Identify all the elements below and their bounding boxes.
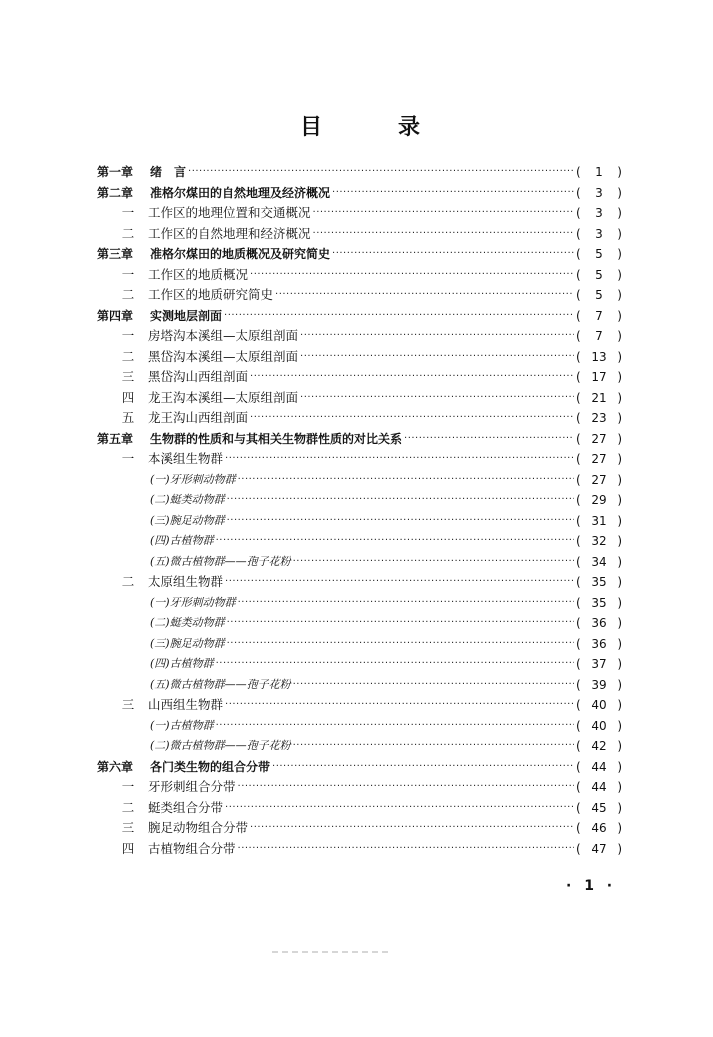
toc-entry-number: 一 [121, 266, 135, 282]
toc-entry-title: 准格尔煤田的自然地理及经济概况 [150, 185, 331, 200]
toc-entry-page-number: 5 [595, 247, 603, 261]
dot-leader [332, 244, 574, 264]
toc-entry-title: (四)古植物群 [150, 657, 214, 670]
toc-entry-page: ( 5 ) [576, 285, 622, 305]
toc-entry [150, 716, 622, 736]
toc-entry-page: ( 23 ) [576, 408, 622, 428]
toc-entry-page-number: 13 [591, 349, 607, 364]
toc-entry-page: ( 35 ) [576, 572, 622, 592]
toc-entry-page-number: 44 [591, 759, 607, 774]
dot-leader [238, 839, 574, 859]
toc-entry-number: 第三章 [96, 247, 133, 261]
dot-leader [225, 798, 574, 818]
toc-entry [118, 326, 622, 346]
toc-entry-number: 三 [121, 697, 135, 712]
toc-entry-title: 龙王沟本溪组—太原组剖面 [148, 389, 299, 405]
toc-entry-title: (三)腕足动物群 [150, 636, 225, 650]
toc-entry [118, 798, 622, 818]
toc-entry-page: ( 3 ) [576, 203, 622, 223]
toc-entry-page-number: 7 [595, 308, 603, 323]
toc-entry-page: ( 7 ) [576, 326, 622, 346]
toc-entry-page-number: 3 [595, 206, 603, 220]
toc-entry-title: 牙形刺组合分带 [148, 779, 236, 794]
toc-entry-page: ( 29 ) [576, 490, 622, 510]
dot-leader [300, 347, 574, 367]
toc-entry-page: ( 13 ) [576, 347, 622, 367]
toc-entry [118, 224, 622, 244]
toc-entry-page-number: 3 [595, 226, 603, 241]
toc-entry-title: 古植物组合分带 [148, 840, 236, 856]
toc-entry [90, 306, 622, 326]
toc-entry-page-number: 36 [591, 616, 607, 630]
toc-entry-title: 工作区的地理位置和交通概况 [148, 205, 311, 220]
toc-entry-page: ( 7 ) [576, 306, 622, 326]
toc-entry-page: ( 3 ) [576, 183, 622, 203]
dot-leader [250, 818, 574, 838]
toc-entry-page-number: 5 [595, 288, 603, 302]
toc-entry-title: (二)蜓类动物群 [150, 616, 225, 629]
toc-entry-page-number: 47 [591, 841, 607, 856]
dot-leader [404, 429, 574, 449]
dot-leader [238, 470, 574, 490]
toc-entry [150, 654, 622, 674]
toc-entry-title: 龙王沟山西组剖面 [148, 410, 249, 425]
toc-entry-number: 三 [121, 369, 135, 384]
toc-entry-page-number: 35 [591, 595, 607, 610]
toc-entry-page: ( 27 ) [576, 449, 622, 469]
toc-entry [90, 183, 622, 203]
dot-leader [227, 511, 574, 531]
toc-entry-page: ( 21 ) [576, 388, 622, 408]
toc-entry-page: ( 27 ) [576, 470, 622, 490]
toc-entry [150, 593, 622, 613]
dot-leader [227, 613, 574, 633]
toc-entry-title: (三)腕足动物群 [150, 513, 225, 527]
toc-entry-number: 四 [121, 840, 135, 856]
dot-leader [227, 634, 574, 654]
toc-entry-number: 一 [121, 779, 135, 794]
toc-entry-page-number: 23 [591, 411, 607, 425]
toc-entry-page-number: 31 [591, 513, 607, 528]
toc-entry-title: 生物群的性质和与其相关生物群性质的对比关系 [150, 431, 403, 446]
toc-entry [118, 572, 622, 592]
toc-entry-number: 第四章 [96, 308, 133, 323]
dot-leader [332, 183, 574, 203]
page-title [300, 110, 420, 141]
toc-entry [150, 511, 622, 531]
toc-entry-page-number: 40 [591, 698, 607, 712]
toc-entry-page: ( 17 ) [576, 367, 622, 387]
toc-entry-page-number: 17 [591, 370, 607, 384]
toc-entry [118, 449, 622, 469]
toc-entry-title: (一)牙形刺动物群 [150, 595, 236, 609]
toc-entry-title: 准格尔煤田的地质概况及研究简史 [150, 247, 331, 261]
dot-leader [250, 265, 574, 285]
toc-entry-number: 一 [121, 205, 135, 220]
toc-entry [150, 490, 622, 510]
toc-entry-page-number: 32 [591, 534, 607, 548]
toc-entry [118, 839, 622, 859]
toc-entry-title: (五)微古植物群——孢子花粉 [150, 677, 291, 691]
dot-leader [216, 531, 574, 551]
toc-entry-title: (五)微古植物群——孢子花粉 [150, 554, 291, 568]
toc-entry-page: ( 34 ) [576, 552, 622, 572]
toc-entry-title: 各门类生物的组合分带 [150, 759, 271, 774]
toc-entry-page-number: 45 [591, 800, 607, 815]
toc-entry-number: 第二章 [96, 185, 133, 200]
toc-entry-page: ( 45 ) [576, 798, 622, 818]
toc-entry-page: ( 40 ) [576, 695, 622, 715]
toc-entry-title: 本溪组生物群 [148, 451, 224, 466]
toc-entry-page: ( 1 ) [576, 162, 622, 182]
toc-entry-title: (一)牙形刺动物群 [150, 472, 236, 486]
toc-entry-page: ( 27 ) [576, 429, 622, 449]
toc-entry-title: 绪 言 [150, 165, 187, 179]
toc-entry-number: 三 [121, 820, 135, 835]
toc-entry [150, 470, 622, 490]
toc-entry-number: 第五章 [96, 431, 133, 446]
toc-entry-page: ( 3 ) [576, 224, 622, 244]
toc-entry-page-number: 35 [591, 575, 607, 589]
toc-entry-number: 四 [121, 389, 135, 405]
toc-entry-number: 一 [121, 451, 135, 466]
dot-leader [188, 162, 574, 182]
dot-leader [300, 326, 574, 346]
dot-leader [250, 367, 574, 387]
toc-entry-page-number: 27 [591, 431, 607, 446]
toc-entry-page: ( 36 ) [576, 634, 622, 654]
toc-entry-page-number: 3 [595, 185, 603, 200]
toc-entry-page: ( 37 ) [576, 654, 622, 674]
toc-entry-page: ( 46 ) [576, 818, 622, 838]
toc-entry [90, 429, 622, 449]
toc-entry-page-number: 21 [591, 390, 607, 405]
title-char-1: 目 [300, 115, 323, 140]
toc-entry-number: 第一章 [96, 165, 133, 179]
toc-entry [90, 244, 622, 264]
dot-leader [238, 593, 574, 613]
dot-leader [216, 654, 574, 674]
dot-leader [293, 675, 574, 695]
toc-entry-title: 实测地层剖面 [150, 308, 223, 323]
toc-entry-page-number: 42 [591, 739, 607, 753]
toc-entry [150, 634, 622, 654]
toc-entry-number: 二 [121, 348, 135, 364]
dot-leader [238, 777, 574, 797]
toc-entry-page: ( 44 ) [576, 777, 622, 797]
toc-entry-number: 二 [121, 799, 135, 815]
toc-entry-page: ( 42 ) [576, 736, 622, 756]
toc-entry-number: 二 [121, 574, 135, 589]
toc-entry-page-number: 34 [591, 554, 607, 569]
dot-leader [216, 716, 574, 736]
toc-entry-title: (一)古植物群 [150, 718, 214, 732]
toc-entry [90, 757, 622, 777]
toc-entry-page-number: 37 [591, 657, 607, 671]
toc-entry-title: (二)蜓类动物群 [150, 493, 225, 506]
dot-leader [300, 388, 574, 408]
dot-leader [250, 408, 574, 428]
toc-entry-page-number: 27 [591, 452, 607, 466]
toc-entry-page-number: 27 [591, 472, 607, 487]
toc-entry-page: ( 44 ) [576, 757, 622, 777]
toc-entry-number: 一 [121, 328, 135, 343]
toc-entry-title: 工作区的地质概况 [148, 266, 249, 282]
toc-entry-title: 工作区的自然地理和经济概况 [148, 225, 311, 241]
toc-entry [118, 265, 622, 285]
toc-entry-title: (二)微古植物群——孢子花粉 [150, 739, 291, 752]
toc-entry-title: 蜓类组合分带 [148, 799, 224, 815]
dot-leader [313, 203, 574, 223]
toc-entry-title: 房塔沟本溪组—太原组剖面 [148, 328, 299, 343]
toc-entry-title: 山西组生物群 [148, 697, 224, 712]
toc-entry-page: ( 39 ) [576, 675, 622, 695]
toc-entry [150, 675, 622, 695]
toc-entry [150, 736, 622, 756]
toc-entry-page: ( 32 ) [576, 531, 622, 551]
toc-entry [118, 818, 622, 838]
toc-entry-page: ( 47 ) [576, 839, 622, 859]
toc-entry-title: (四)古植物群 [150, 534, 214, 547]
toc-entry [150, 531, 622, 551]
dot-leader [313, 224, 574, 244]
toc-entry [90, 162, 622, 182]
toc-entry-page: ( 5 ) [576, 244, 622, 264]
toc-entry-number: 二 [121, 287, 135, 302]
toc-entry-page: ( 40 ) [576, 716, 622, 736]
dot-leader [275, 285, 574, 305]
dot-leader [293, 736, 574, 756]
toc-entry [118, 408, 622, 428]
dot-leader [225, 572, 574, 592]
toc-entry-title: 太原组生物群 [148, 574, 224, 589]
toc-entry-page: ( 5 ) [576, 265, 622, 285]
footer-page-number: · 1 · [566, 878, 617, 894]
toc-entry [118, 347, 622, 367]
toc-entry-page-number: 39 [591, 677, 607, 692]
toc-entry [150, 552, 622, 572]
toc-entry [118, 777, 622, 797]
dot-leader [272, 757, 574, 777]
dot-leader [224, 306, 574, 326]
title-char-2: 录 [397, 115, 420, 140]
toc-entry-page: ( 36 ) [576, 613, 622, 633]
dot-leader [293, 552, 574, 572]
toc-entry-page-number: 1 [595, 165, 603, 179]
toc-entry [118, 367, 622, 387]
toc-entry-title: 工作区的地质研究简史 [148, 287, 274, 302]
toc-entry-number: 二 [121, 225, 135, 241]
toc-entry-page: ( 35 ) [576, 593, 622, 613]
toc-entry-page-number: 5 [595, 267, 603, 282]
toc-entry-page-number: 46 [591, 821, 607, 835]
dot-leader [225, 695, 574, 715]
toc-entry-title: 黑岱沟山西组剖面 [148, 369, 249, 384]
toc-entry-page-number: 44 [591, 780, 607, 794]
toc-entry [150, 613, 622, 633]
toc-entry-page-number: 7 [595, 329, 603, 343]
toc-entry-number: 第六章 [96, 759, 133, 774]
toc-entry-number: 五 [121, 410, 135, 425]
toc-entry [118, 695, 622, 715]
dot-leader [225, 449, 574, 469]
scan-artifact [272, 951, 392, 953]
toc-entry-page-number: 40 [591, 718, 607, 733]
toc-entry [118, 388, 622, 408]
toc-entry [118, 203, 622, 223]
toc-entry-page: ( 31 ) [576, 511, 622, 531]
toc-entry-title: 腕足动物组合分带 [148, 820, 249, 835]
toc-entry [118, 285, 622, 305]
dot-leader [227, 490, 574, 510]
toc-entry-page-number: 36 [591, 636, 607, 651]
toc-entry-title: 黑岱沟本溪组—太原组剖面 [148, 348, 299, 364]
toc-entry-page-number: 29 [591, 493, 607, 507]
